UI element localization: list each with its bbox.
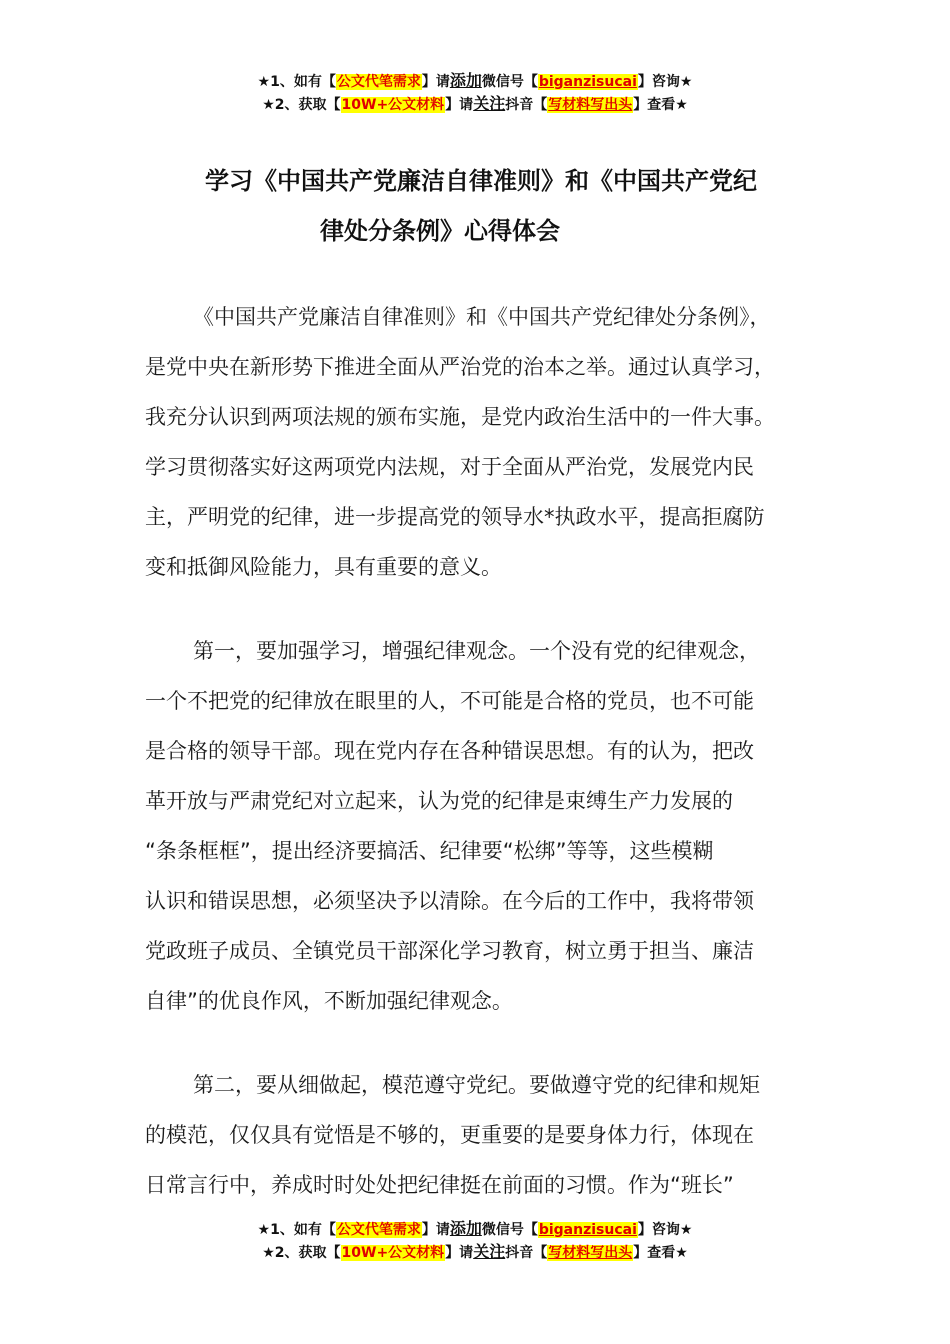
banner-text: 】咨询★	[637, 1222, 693, 1238]
banner-text: 微信号【	[481, 1222, 538, 1238]
paragraph-line: 主，严明党的纪律，进一步提高党的领导水*执政水平，提高拒腐防	[145, 505, 765, 529]
wechat-id-link[interactable]: biganzisucai	[538, 74, 637, 90]
paragraph-line: 革开放与严肃党纪对立起来，认为党的纪律是束缚生产力发展的	[145, 789, 733, 813]
body-paragraph-1	[145, 292, 805, 592]
paragraph-line: 的模范，仅仅具有觉悟是不够的，更重要的是要身体力行，体现在	[145, 1123, 754, 1147]
body-paragraph-2	[145, 626, 805, 1026]
highlight-text: 公文代笔需求	[336, 1222, 421, 1238]
paragraph-line: 学习贯彻落实好这两项党内法规，对于全面从严治党，发展党内民	[145, 455, 754, 479]
banner-text: 】请	[421, 74, 450, 90]
emphasis-text: 添加	[449, 1219, 482, 1238]
banner-text: ★2、获取【	[262, 1245, 341, 1261]
paragraph-line: 自律”的优良作风，不断加强纪律观念。	[145, 989, 513, 1013]
highlight-text: 10W+公文材料	[341, 1245, 445, 1261]
banner-line-2	[0, 1241, 950, 1264]
document-title	[145, 156, 805, 256]
paragraph-line: “条条框框”，提出经济要搞活、纪律要“松绑”等等，这些模糊	[145, 839, 714, 863]
banner-text: 】请	[421, 1222, 450, 1238]
banner-text: 抖音【	[505, 97, 548, 113]
banner-text: 抖音【	[505, 1245, 548, 1261]
douyin-account-link[interactable]: 写材料写出头	[548, 1245, 633, 1261]
banner-text: ★2、获取【	[262, 97, 341, 113]
banner-text: 】请	[445, 1245, 474, 1261]
paragraph-line: 是党中央在新形势下推进全面从严治党的治本之举。通过认真学习，	[145, 355, 775, 379]
emphasis-text: 添加	[449, 71, 482, 90]
banner-text: ★1、如有【	[257, 1222, 336, 1238]
wechat-id-link[interactable]: biganzisucai	[538, 1222, 637, 1238]
paragraph-line: 第二，要从细做起，模范遵守党纪。要做遵守党的纪律和规矩	[193, 1073, 760, 1097]
paragraph-line: 是合格的领导干部。现在党内存在各种错误思想。有的认为，把改	[145, 739, 754, 763]
banner-text: 】查看★	[633, 97, 688, 113]
emphasis-text: 关注	[473, 1242, 506, 1261]
paragraph-line: 党政班子成员、全镇党员干部深化学习教育，树立勇于担当、廉洁	[145, 939, 754, 963]
body-paragraph-3	[145, 1060, 805, 1210]
title-line-1: 学习《中国共产党廉洁自律准则》和《中国共产党纪	[205, 167, 757, 195]
paragraph-line: 变和抵御风险能力，具有重要的意义。	[145, 555, 502, 579]
paragraph-line: 《中国共产党廉洁自律准则》和《中国共产党纪律处分条例》，	[193, 305, 771, 329]
banner-line-2	[0, 93, 950, 116]
emphasis-text: 关注	[473, 94, 506, 113]
highlight-text: 公文代笔需求	[336, 74, 421, 90]
paragraph-line: 第一，要加强学习，增强纪律观念。一个没有党的纪律观念，	[193, 639, 760, 663]
highlight-text: 10W+公文材料	[341, 97, 445, 113]
banner-text: 微信号【	[481, 74, 538, 90]
paragraph-line: 认识和错误思想，必须坚决予以清除。在今后的工作中，我将带领	[145, 889, 754, 913]
banner-text: 】咨询★	[637, 74, 693, 90]
title-line-2: 律处分条例》心得体会	[320, 217, 560, 245]
header-banner	[0, 70, 950, 116]
footer-banner	[0, 1218, 950, 1264]
banner-text: 】查看★	[633, 1245, 688, 1261]
douyin-account-link[interactable]: 写材料写出头	[548, 97, 633, 113]
banner-text: 】请	[445, 97, 474, 113]
paragraph-line: 日常言行中，养成时时处处把纪律挺在前面的习惯。作为“班长”	[145, 1173, 734, 1197]
banner-line-1	[0, 1218, 950, 1241]
paragraph-line: 一个不把党的纪律放在眼里的人，不可能是合格的党员，也不可能	[145, 689, 754, 713]
paragraph-line: 我充分认识到两项法规的颁布实施，是党内政治生活中的一件大事。	[145, 405, 775, 429]
banner-text: ★1、如有【	[257, 74, 336, 90]
banner-line-1	[0, 70, 950, 93]
